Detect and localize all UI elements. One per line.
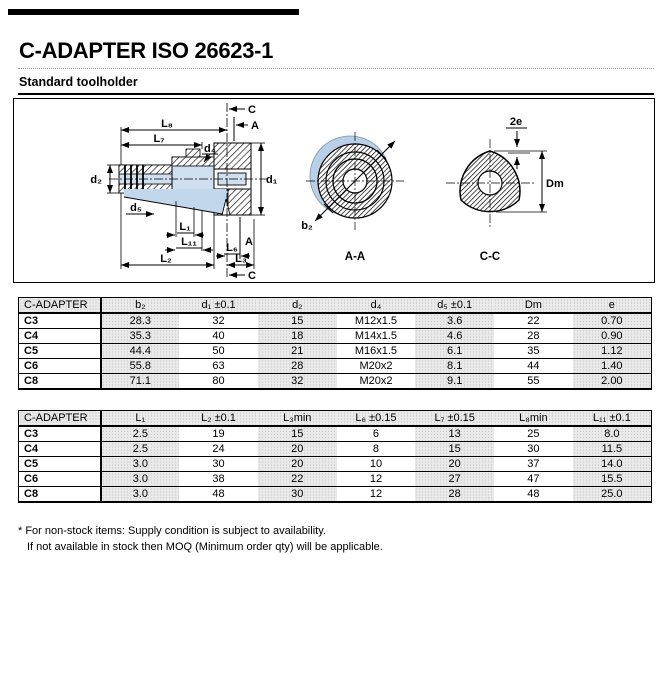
data-cell: 2.5: [101, 426, 180, 442]
data-cell: 22: [258, 472, 337, 487]
data-cell: 25: [527, 428, 540, 440]
data-cell: 44.4: [101, 344, 180, 359]
column-header: L₂ ±0.1: [179, 411, 258, 427]
data-cell: 0.70: [573, 313, 652, 329]
data-cell: 28.3: [101, 313, 180, 329]
footnote-line-2: If not available in stock then MOQ (Minimum order qty) will be applicable.: [27, 541, 383, 553]
dim-label-b2: b₂: [301, 220, 313, 232]
data-cell: 15: [415, 442, 494, 457]
section-aa-view: [301, 132, 404, 263]
section-cc-label: C-C: [479, 251, 501, 263]
column-header: d₁ ±0.1: [179, 298, 258, 314]
dim-label-d4: d₄: [204, 143, 216, 155]
page-subtitle: Standard toolholder: [19, 75, 138, 89]
data-cell: 30: [212, 458, 225, 470]
subtitle-divider: [18, 93, 654, 95]
column-header: d₂: [258, 298, 337, 314]
data-cell: 1.40: [573, 359, 652, 374]
data-cell: 12: [369, 473, 383, 485]
row-label: C8: [19, 374, 101, 390]
data-cell: 37: [527, 458, 540, 470]
row-label: C6: [19, 359, 101, 374]
data-cell: 3.0: [101, 487, 180, 503]
data-cell: 32: [212, 315, 225, 327]
data-cell: 63: [212, 360, 225, 372]
table-row: [19, 472, 652, 487]
data-cell: 24: [212, 443, 225, 455]
data-cell: 50: [212, 345, 225, 357]
table-row: [19, 426, 652, 442]
table-row: [19, 374, 652, 390]
footnote: [18, 523, 383, 555]
data-cell: M16x1.5: [354, 345, 398, 357]
column-header: d₅ ±0.1: [415, 298, 494, 314]
dim-label-d1: d₁: [266, 174, 278, 186]
column-header: b₂: [101, 298, 180, 314]
data-cell: 30: [258, 487, 337, 503]
footnote-line-1: * For non-stock items: Supply condition is subject to availability.: [18, 525, 326, 537]
data-cell: 71.1: [101, 374, 180, 390]
column-header: L₁: [101, 411, 180, 427]
data-cell: 44: [527, 360, 540, 372]
data-cell: 6: [372, 428, 380, 440]
column-header: L₃min: [258, 411, 337, 427]
dim-label-l7: L₇: [153, 133, 165, 145]
table-header-row: [19, 298, 652, 314]
dim-label-c-bottom: C: [248, 270, 256, 282]
column-header: L₁₁ ±0.1: [573, 411, 652, 427]
length-spec-table: [18, 410, 652, 503]
dim-label-2e: 2e: [509, 116, 523, 128]
data-cell: 32: [258, 374, 337, 390]
data-cell: 55.8: [101, 359, 180, 374]
data-cell: 28: [527, 330, 540, 342]
data-cell: 15.5: [573, 472, 652, 487]
column-header: L₈min: [494, 411, 573, 427]
data-cell: 3.6: [415, 313, 494, 329]
column-header: C-ADAPTER: [19, 411, 101, 427]
data-cell: 11.5: [573, 442, 652, 457]
data-cell: 27: [415, 472, 494, 487]
data-cell: 20: [258, 457, 337, 472]
data-cell: 80: [212, 375, 225, 387]
data-cell: 8.0: [573, 426, 652, 442]
data-cell: M20x2: [359, 360, 393, 372]
table-row: [19, 359, 652, 374]
row-label: C5: [19, 457, 101, 472]
data-cell: 2.00: [573, 374, 652, 390]
toolholder-drawing: [14, 99, 654, 282]
data-cell: 55: [527, 375, 540, 387]
row-label: C5: [19, 344, 101, 359]
table-row: [19, 457, 652, 472]
data-cell: 22: [527, 315, 540, 327]
diameter-spec-table: [18, 297, 652, 390]
data-cell: 9.1: [415, 374, 494, 390]
title-divider: [18, 68, 654, 69]
page-title: C-ADAPTER ISO 26623-1: [19, 38, 274, 63]
table-row: [19, 313, 652, 329]
dim-label-l2: L₂: [160, 253, 172, 265]
column-header: e: [573, 298, 652, 314]
row-label: C4: [19, 442, 101, 457]
top-black-bar: [8, 9, 299, 15]
data-cell: 6.1: [415, 344, 494, 359]
side-section-view: [90, 103, 277, 282]
dim-label-c-top: C: [248, 104, 256, 116]
row-label: C4: [19, 329, 101, 344]
data-cell: 19: [212, 428, 225, 440]
section-cc-view: [446, 116, 564, 263]
data-cell: 14.0: [573, 457, 652, 472]
data-cell: 18: [258, 329, 337, 344]
dim-label-d5: d₅: [130, 202, 142, 214]
data-cell: 47: [527, 473, 540, 485]
data-cell: 0.90: [573, 329, 652, 344]
column-header: d₄: [337, 298, 416, 314]
data-cell: 35: [527, 345, 540, 357]
data-cell: 3.0: [101, 457, 180, 472]
dim-label-l6: L₆: [226, 242, 238, 254]
data-cell: 12: [369, 488, 383, 500]
data-cell: 48: [212, 488, 225, 500]
data-cell: 28: [415, 487, 494, 503]
dim-label-a-top: A: [251, 120, 259, 132]
data-cell: 4.6: [415, 329, 494, 344]
data-cell: 30: [527, 443, 540, 455]
technical-drawing-panel: [13, 98, 655, 283]
data-cell: 8: [372, 443, 380, 455]
data-cell: 13: [415, 426, 494, 442]
data-cell: M20x2: [359, 375, 393, 387]
table-row: [19, 329, 652, 344]
table-header-row: [19, 411, 652, 427]
data-cell: M14x1.5: [354, 330, 398, 342]
row-label: C3: [19, 426, 101, 442]
data-cell: 20: [415, 457, 494, 472]
data-cell: 1.12: [573, 344, 652, 359]
section-aa-label: A-A: [344, 251, 366, 263]
data-cell: 2.5: [101, 442, 180, 457]
dim-label-l11: L₁₁: [181, 236, 197, 248]
dim-label-l1: L₁: [179, 221, 191, 233]
data-cell: 8.1: [415, 359, 494, 374]
data-cell: 40: [212, 330, 225, 342]
row-label: C8: [19, 487, 101, 503]
data-cell: 35.3: [101, 329, 180, 344]
data-cell: 25.0: [573, 487, 652, 503]
data-cell: 38: [212, 473, 225, 485]
data-cell: 10: [369, 458, 383, 470]
dim-label-a-bottom: A: [245, 236, 253, 248]
table-row: [19, 487, 652, 503]
column-header: Dm: [494, 298, 573, 314]
column-header: L₆ ±0.15: [337, 411, 416, 427]
row-label: C6: [19, 472, 101, 487]
dim-label-l3: L₃: [235, 253, 247, 265]
column-header: L₇ ±0.15: [415, 411, 494, 427]
data-cell: 15: [258, 426, 337, 442]
table-row: [19, 344, 652, 359]
data-cell: 15: [258, 313, 337, 329]
data-cell: 28: [258, 359, 337, 374]
data-cell: 48: [527, 488, 540, 500]
data-cell: M12x1.5: [354, 315, 398, 327]
row-label: C3: [19, 313, 101, 329]
dim-label-l8: L₈: [161, 118, 173, 130]
data-cell: 21: [258, 344, 337, 359]
table-row: [19, 442, 652, 457]
dim-label-dm: Dm: [546, 178, 564, 190]
dim-label-d2: d₂: [90, 174, 102, 186]
data-cell: 20: [258, 442, 337, 457]
data-cell: 3.0: [101, 472, 180, 487]
column-header: C-ADAPTER: [19, 298, 101, 314]
